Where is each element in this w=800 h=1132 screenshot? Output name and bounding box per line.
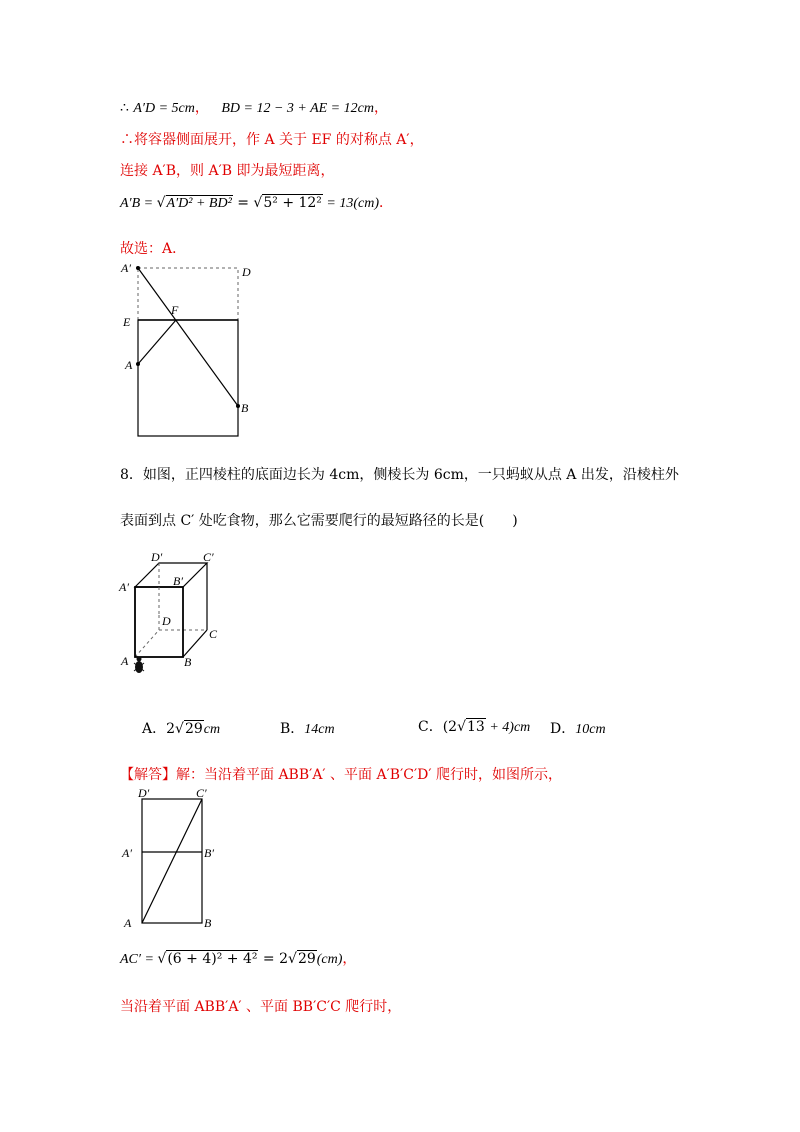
sol2-equation: AC′ = √(6 + 4)² + 4² = 2√29(cm)， bbox=[120, 951, 357, 967]
a1d-equation: A′D = 5cm bbox=[133, 101, 195, 116]
option-value: 10cm bbox=[575, 722, 606, 737]
option-value: 14cm bbox=[304, 722, 335, 737]
dashed-reflection-box bbox=[138, 268, 238, 320]
label-a-prime: A′ bbox=[119, 580, 129, 594]
bd-equation: BD = 12 − 3 + AE = 12cm bbox=[221, 101, 374, 116]
option-radicand: 13 bbox=[467, 719, 485, 735]
point-b bbox=[236, 404, 240, 408]
sol2-line1: 【解答】解：当沿着平面 ABB′A′ 、平面 A′B′C′D′ 爬行时，如图所示， bbox=[120, 767, 563, 783]
label-d: D bbox=[162, 614, 171, 628]
sol1-line2: ∴将容器侧面展开，作 A 关于 EF 的对称点 A′， bbox=[120, 132, 424, 148]
ac1-diagonal bbox=[142, 799, 202, 923]
figure-unfolded-prism bbox=[118, 787, 228, 932]
edge-ad-dashed bbox=[135, 630, 159, 657]
option-pre: (2 bbox=[442, 719, 458, 735]
option-d[interactable] bbox=[550, 718, 606, 738]
figure-unfolded-container bbox=[115, 258, 265, 443]
a1b-segment bbox=[138, 268, 238, 406]
sol2-line3: 当沿着平面 ABB′A′ 、平面 BB′C′C 爬行时， bbox=[120, 999, 402, 1015]
label-a: A bbox=[124, 916, 132, 930]
period: ． bbox=[379, 195, 394, 211]
option-b[interactable] bbox=[280, 718, 335, 738]
equals: = 2 bbox=[258, 951, 289, 967]
option-post: + 4)cm bbox=[485, 720, 531, 735]
comma: ， bbox=[342, 951, 357, 967]
label-f: F bbox=[171, 303, 179, 317]
label-c: C bbox=[209, 627, 218, 641]
comma: ， bbox=[194, 100, 209, 116]
label-d-prime: D′ bbox=[138, 787, 150, 800]
label-c-prime: C′ bbox=[196, 787, 207, 800]
equals: = bbox=[232, 195, 254, 211]
label-b: B bbox=[241, 401, 249, 415]
ab-result: = 13(cm) bbox=[322, 196, 380, 211]
option-radicand: 29 bbox=[184, 721, 203, 737]
radicand: 29 bbox=[297, 951, 316, 967]
option-letter: D． bbox=[550, 721, 576, 737]
unit: (cm) bbox=[316, 952, 343, 967]
label-a: A bbox=[121, 654, 129, 668]
label-a: A bbox=[125, 358, 133, 372]
radicand-2: 5² + 12² bbox=[263, 195, 322, 211]
option-pre: 2 bbox=[166, 721, 176, 737]
option-c[interactable]: C．(2√13 + 4)cm bbox=[418, 719, 531, 735]
q8-line2: 表面到点 C′ 处吃食物，那么它需要爬行的最短路径的长是( ) bbox=[120, 513, 518, 529]
label-b-prime: B′ bbox=[204, 846, 214, 860]
therefore-symbol: ∴ bbox=[120, 100, 129, 116]
sol1-line1 bbox=[120, 97, 388, 117]
ab-lhs: A′B = bbox=[120, 196, 157, 211]
af-segment bbox=[138, 320, 176, 364]
option-a[interactable]: A．2√29cm bbox=[142, 721, 221, 737]
label-e: E bbox=[123, 315, 131, 329]
answer-line: 故选：A． bbox=[120, 241, 187, 257]
radicand: (6 + 4)² + 4² bbox=[167, 951, 258, 967]
label-d: D bbox=[242, 265, 251, 279]
option-letter: B． bbox=[280, 721, 305, 737]
sol1-line4: A′B = √A′D² + BD² = √5² + 12² = 13(cm)． bbox=[120, 195, 394, 211]
label-b: B bbox=[204, 916, 212, 930]
edge-bc bbox=[183, 630, 207, 657]
top-face bbox=[135, 563, 207, 587]
option-post: cm bbox=[203, 722, 221, 737]
figure-prism bbox=[115, 545, 235, 680]
point-a bbox=[136, 362, 140, 366]
label-b-prime: B′ bbox=[173, 574, 183, 588]
comma: ， bbox=[373, 100, 388, 116]
ac1-lhs: AC′ = bbox=[120, 952, 158, 967]
radicand-1: A′D² + BD² bbox=[166, 196, 232, 211]
sol1-line3: 连接 A′B，则 A′B 即为最短距离， bbox=[120, 163, 335, 179]
ant-icon bbox=[134, 657, 144, 674]
point-a-prime bbox=[136, 266, 140, 270]
option-letter: C． bbox=[418, 719, 443, 735]
label-d-prime: D′ bbox=[151, 550, 163, 564]
option-letter: A． bbox=[142, 721, 167, 737]
q8-line1: 8．如图，正四棱柱的底面边长为 4cm，侧棱长为 6cm，一只蚂蚁从点 A 出发，沿棱柱外 bbox=[120, 467, 679, 483]
label-a-prime: A′ bbox=[122, 846, 132, 860]
label-b: B bbox=[184, 655, 192, 669]
label-a-prime: A′ bbox=[121, 261, 131, 275]
label-c-prime: C′ bbox=[203, 550, 214, 564]
